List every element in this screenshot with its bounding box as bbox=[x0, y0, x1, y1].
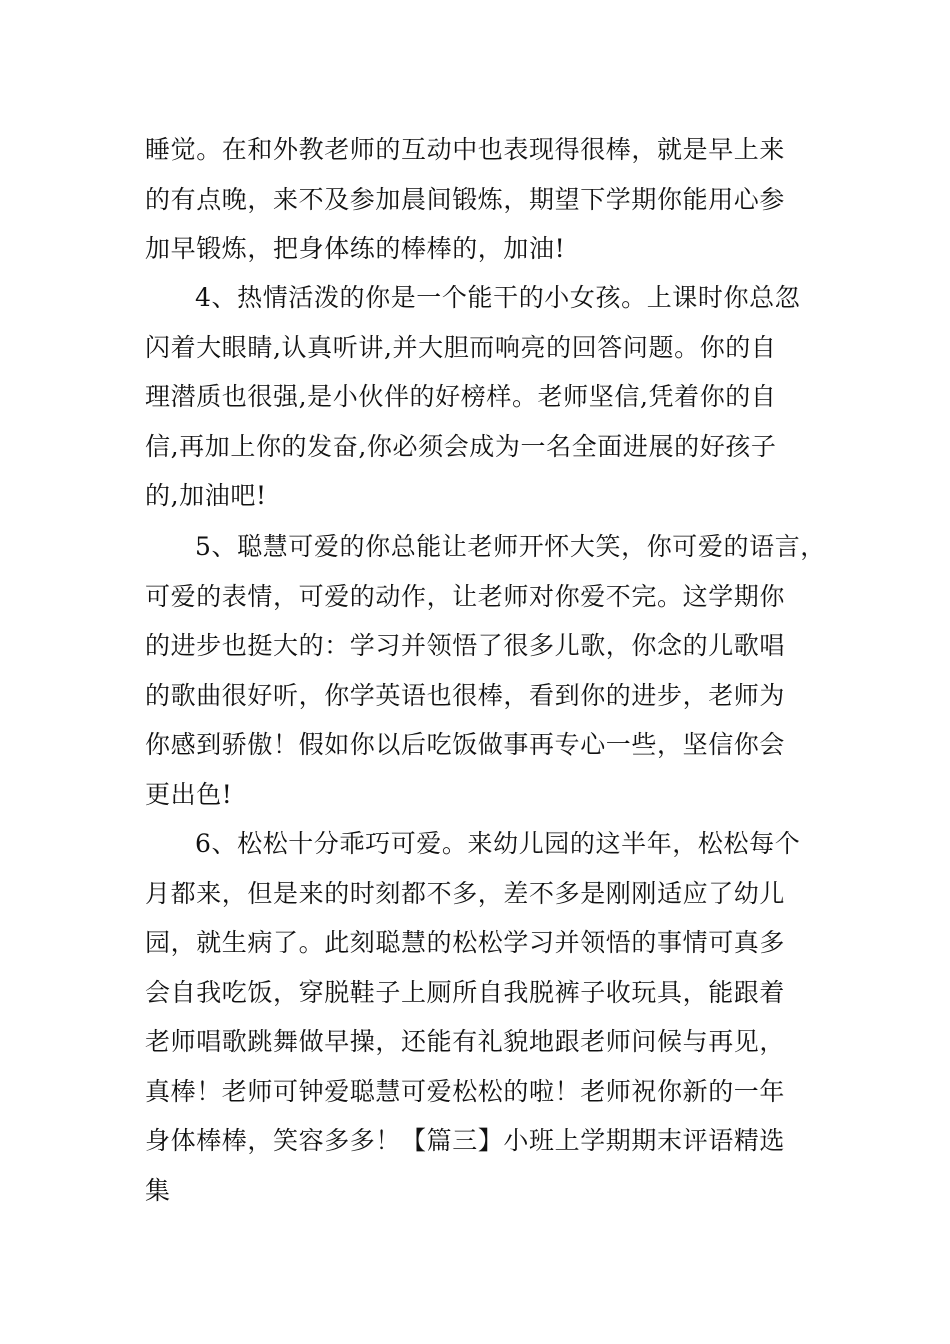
text-line: 加早锻炼，把身体练的棒棒的，加油! bbox=[145, 234, 566, 263]
text-line: 闪着大眼睛,认真听讲,并大胆而响亮的回答问题。你的自 bbox=[145, 332, 777, 362]
paragraph-item-6 bbox=[145, 819, 845, 1215]
text-line: 真棒！老师可钟爱聪慧可爱松松的啦！老师祝你新的一年 bbox=[145, 1076, 786, 1106]
text-line: 5、聪慧可爱的你总能让老师开怀大笑，你可爱的语言， bbox=[195, 532, 826, 561]
paragraph-item-5 bbox=[145, 522, 845, 819]
text-line: 可爱的表情，可爱的动作，让老师对你爱不完。这学期你 bbox=[145, 581, 786, 611]
text-line: 月都来，但是来的时刻都不多，差不多是刚刚适应了幼儿 bbox=[145, 878, 786, 908]
text-line: 睡觉。在和外教老师的互动中也表现得很棒，就是早上来 bbox=[145, 135, 786, 164]
text-line: 信,再加上你的发奋,你必须会成为一名全面进展的好孩子 bbox=[145, 431, 777, 461]
text-line: 理潜质也很强,是小伙伴的好榜样。老师坚信,凭着你的自 bbox=[145, 382, 777, 411]
paragraph-item-4 bbox=[145, 273, 845, 521]
paragraph-continuation bbox=[145, 125, 845, 274]
text-line: 身体棒棒，笑容多多！【篇三】小班上学期期末评语精选 bbox=[145, 1126, 786, 1155]
text-line: 的有点晚，来不及参加晨间锻炼，期望下学期你能用心参 bbox=[145, 184, 786, 214]
text-line: 6、松松十分乖巧可爱。来幼儿园的这半年，松松每个 bbox=[195, 829, 801, 858]
text-line: 的歌曲很好听，你学英语也很棒，看到你的进步，老师为 bbox=[145, 680, 786, 710]
text-line: 集 bbox=[145, 1175, 171, 1205]
text-line: 的,加油吧! bbox=[145, 481, 267, 510]
text-line: 你感到骄傲！假如你以后吃饭做事再专心一些，坚信你会 bbox=[145, 730, 786, 759]
text-line: 更出色! bbox=[145, 779, 233, 809]
text-line: 老师唱歌跳舞做早操，还能有礼貌地跟老师问候与再见， bbox=[145, 1027, 786, 1056]
text-line: 4、热情活泼的你是一个能干的小女孩。上课时你总忽 bbox=[195, 283, 801, 312]
text-line: 园，就生病了。此刻聪慧的松松学习并领悟的事情可真多 bbox=[145, 928, 786, 957]
text-line: 的进步也挺大的：学习并领悟了很多儿歌，你念的儿歌唱 bbox=[145, 631, 786, 660]
text-line: 会自我吃饭，穿脱鞋子上厕所自我脱裤子收玩具，能跟着 bbox=[145, 977, 786, 1007]
